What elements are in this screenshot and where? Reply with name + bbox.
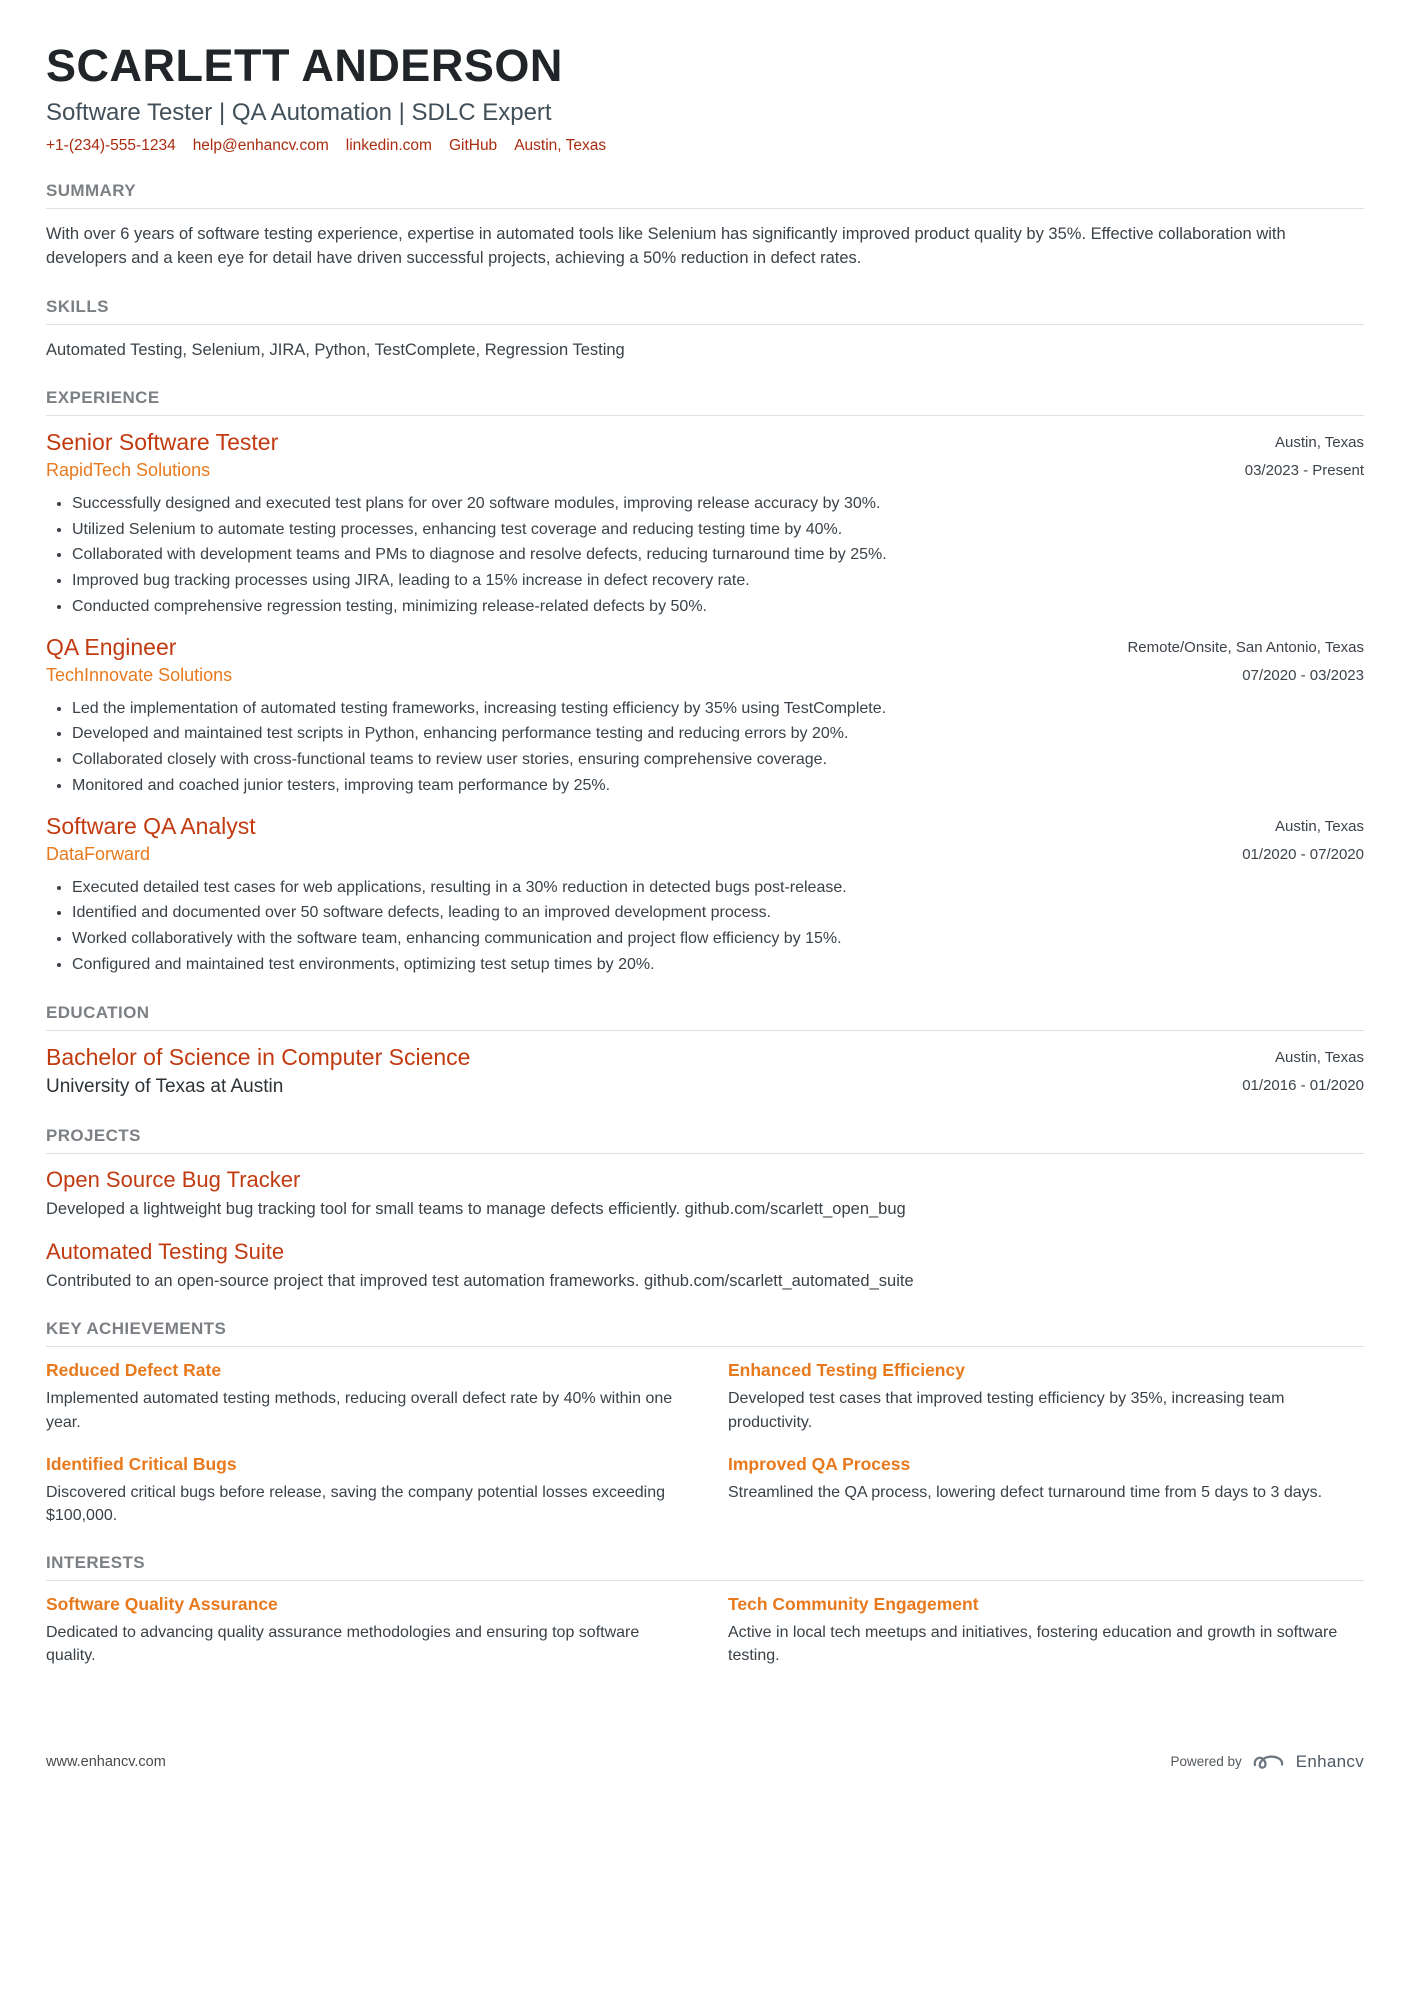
interest-description: Dedicated to advancing quality assurance methodologies and ensuring top software quality. (46, 1624, 640, 1665)
interest-description: Active in local tech meetups and initiatives, fostering education and growth in software testing. (728, 1624, 1338, 1665)
bullet-item: • Developed and maintained test scripts in Python, enhancing performance testing and reducing errors by 20%. (72, 723, 1364, 746)
summary-heading: SUMMARY (46, 181, 1364, 209)
education-head (46, 1044, 1364, 1100)
section-achievements (46, 1319, 1364, 1527)
education-meta (1242, 1044, 1364, 1100)
contact-linkedin-link[interactable]: linkedin.com (345, 137, 432, 154)
candidate-name: SCARLETT ANDERSON (46, 40, 563, 91)
job-head (46, 813, 1364, 869)
contact-email[interactable]: help@enhancv.com (192, 137, 329, 154)
job-bullets (46, 493, 1364, 619)
job-dates: 03/2023 - Present (1244, 461, 1364, 479)
bullet-item: • Conducted comprehensive regression testing, minimizing release-related defects by 50%. (72, 596, 1364, 619)
footer-branding (1170, 1752, 1364, 1772)
job-head-left (46, 813, 256, 865)
job-head (46, 429, 1364, 485)
interest-item (728, 1594, 1364, 1667)
achievement-title: Identified Critical Bugs (46, 1453, 237, 1474)
section-skills (46, 297, 1364, 362)
job-head-left (46, 634, 232, 686)
experience-heading: EXPERIENCE (46, 388, 1364, 416)
company-name: TechInnovate Solutions (46, 665, 233, 686)
header (46, 40, 1364, 155)
achievement-item (46, 1454, 682, 1527)
education-dates: 01/2016 - 01/2020 (1242, 1076, 1364, 1094)
section-experience (46, 388, 1364, 977)
contact-phone[interactable]: +1-(234)-555-1234 (46, 137, 176, 154)
skills-heading: SKILLS (46, 297, 1364, 325)
enhancv-logo-icon[interactable] (1252, 1752, 1286, 1772)
achievement-description: Implemented automated testing methods, reducing overall defect rate by 40% within one year. (46, 1390, 673, 1431)
bullet-item: • Improved bug tracking processes using JIRA, leading to a 15% increase in defect recovery rate. (72, 570, 1364, 593)
bullet-item: • Configured and maintained test environments, optimizing test setup times by 20%. (72, 954, 1364, 977)
project-description: Contributed to an open-source project that improved test automation frameworks. github.com/scarlett_automated_suite (46, 1271, 914, 1290)
education-heading: EDUCATION (46, 1003, 1364, 1031)
bullet-item: • Executed detailed test cases for web applications, resulting in a 30% reduction in detected bugs post-release. (72, 877, 1364, 900)
contact-github-link[interactable]: GitHub (448, 137, 498, 154)
interest-title: Software Quality Assurance (46, 1594, 278, 1615)
bullet-item: • Successfully designed and executed test plans for over 20 software modules, improving release accuracy by 30%. (72, 493, 1364, 516)
project-title: Open Source Bug Tracker (46, 1166, 301, 1192)
job-bullets (46, 698, 1364, 799)
job-location: Austin, Texas (1275, 818, 1364, 836)
contact-row (46, 137, 1364, 155)
bullet-item: • Collaborated with development teams and PMs to diagnose and resolve defects, reducing turnaround time by 25%. (72, 544, 1364, 567)
projects-heading: PROJECTS (46, 1126, 1364, 1154)
powered-by-label: Powered by (1170, 1754, 1242, 1770)
job-meta (1127, 634, 1364, 690)
education-left (46, 1044, 470, 1098)
interests-grid (46, 1594, 1364, 1667)
section-education (46, 1003, 1364, 1100)
job-title: Senior Software Tester (46, 429, 279, 456)
interest-title: Tech Community Engagement (728, 1594, 979, 1615)
school-name: University of Texas at Austin (46, 1076, 284, 1098)
job-title: Software QA Analyst (46, 813, 256, 840)
bullet-item: • Utilized Selenium to automate testing processes, enhancing test coverage and reducing testing time by 40%. (72, 519, 1364, 542)
section-summary (46, 181, 1364, 271)
achievement-item (728, 1454, 1364, 1527)
job-location: Remote/Onsite, San Antonio, Texas (1127, 639, 1364, 657)
section-interests (46, 1553, 1364, 1667)
job-location: Austin, Texas (1275, 434, 1364, 452)
summary-text: With over 6 years of software testing experience, expertise in automated tools like Selenium has significantly improved product quality by 35%. Effective collaboration with developers and a keen eye for detail have driven successful projects, achieving a 50% reduction in defect rates. (46, 225, 1286, 268)
achievements-grid (46, 1360, 1364, 1527)
achievement-item (46, 1360, 682, 1433)
education-location: Austin, Texas (1275, 1049, 1364, 1067)
job-dates: 01/2020 - 07/2020 (1242, 845, 1364, 863)
bullet-item: • Identified and documented over 50 software defects, leading to an improved development process. (72, 902, 1364, 925)
job-dates: 07/2020 - 03/2023 (1242, 666, 1364, 684)
job-meta (1245, 429, 1364, 485)
contact-location: Austin, Texas (514, 137, 607, 154)
job-bullets (46, 877, 1364, 978)
bullet-item: • Led the implementation of automated testing frameworks, increasing testing efficiency by 35% using TestComplete. (72, 698, 1364, 721)
enhancv-brand-text[interactable]: Enhancv (1295, 1751, 1364, 1771)
job-entry (46, 813, 1364, 977)
achievement-title: Reduced Defect Rate (46, 1360, 222, 1381)
bullet-item: • Monitored and coached junior testers, improving team performance by 25%. (72, 775, 1364, 798)
project-item (46, 1167, 1364, 1222)
degree-title: Bachelor of Science in Computer Science (46, 1044, 471, 1071)
job-title: QA Engineer (46, 634, 177, 661)
achievement-title: Improved QA Process (728, 1453, 911, 1474)
project-title: Automated Testing Suite (46, 1238, 285, 1264)
achievement-description: Developed test cases that improved testing efficiency by 35%, increasing team productivity. (728, 1390, 1285, 1431)
job-head (46, 634, 1364, 690)
interest-item (46, 1594, 682, 1667)
project-item (46, 1239, 1364, 1294)
bullet-item: • Worked collaboratively with the software team, enhancing communication and project flow efficiency by 15%. (72, 928, 1364, 951)
achievement-description: Discovered critical bugs before release, saving the company potential losses exceeding $100,000. (46, 1483, 666, 1524)
company-name: DataForward (46, 844, 151, 865)
achievement-item (728, 1360, 1364, 1433)
job-entry (46, 429, 1364, 619)
section-projects (46, 1126, 1364, 1294)
skills-text: Automated Testing, Selenium, JIRA, Python, TestComplete, Regression Testing (46, 340, 625, 359)
job-head-left (46, 429, 278, 481)
job-meta (1242, 813, 1364, 869)
company-name: RapidTech Solutions (46, 460, 211, 481)
achievement-description: Streamlined the QA process, lowering defect turnaround time from 5 days to 3 days. (728, 1483, 1323, 1501)
footer (46, 1752, 1364, 1772)
project-description: Developed a lightweight bug tracking tool for small teams to manage defects efficiently. github.com/scarlett_open_bug (46, 1199, 906, 1218)
achievement-title: Enhanced Testing Efficiency (728, 1360, 965, 1381)
candidate-headline: Software Tester | QA Automation | SDLC Expert (46, 99, 552, 126)
bullet-item: • Collaborated closely with cross-functional teams to review user stories, ensuring comprehensive coverage. (72, 749, 1364, 772)
footer-website-link[interactable]: www.enhancv.com (46, 1753, 166, 1770)
job-entry (46, 634, 1364, 798)
interests-heading: INTERESTS (46, 1553, 1364, 1581)
achievements-heading: KEY ACHIEVEMENTS (46, 1319, 1364, 1347)
